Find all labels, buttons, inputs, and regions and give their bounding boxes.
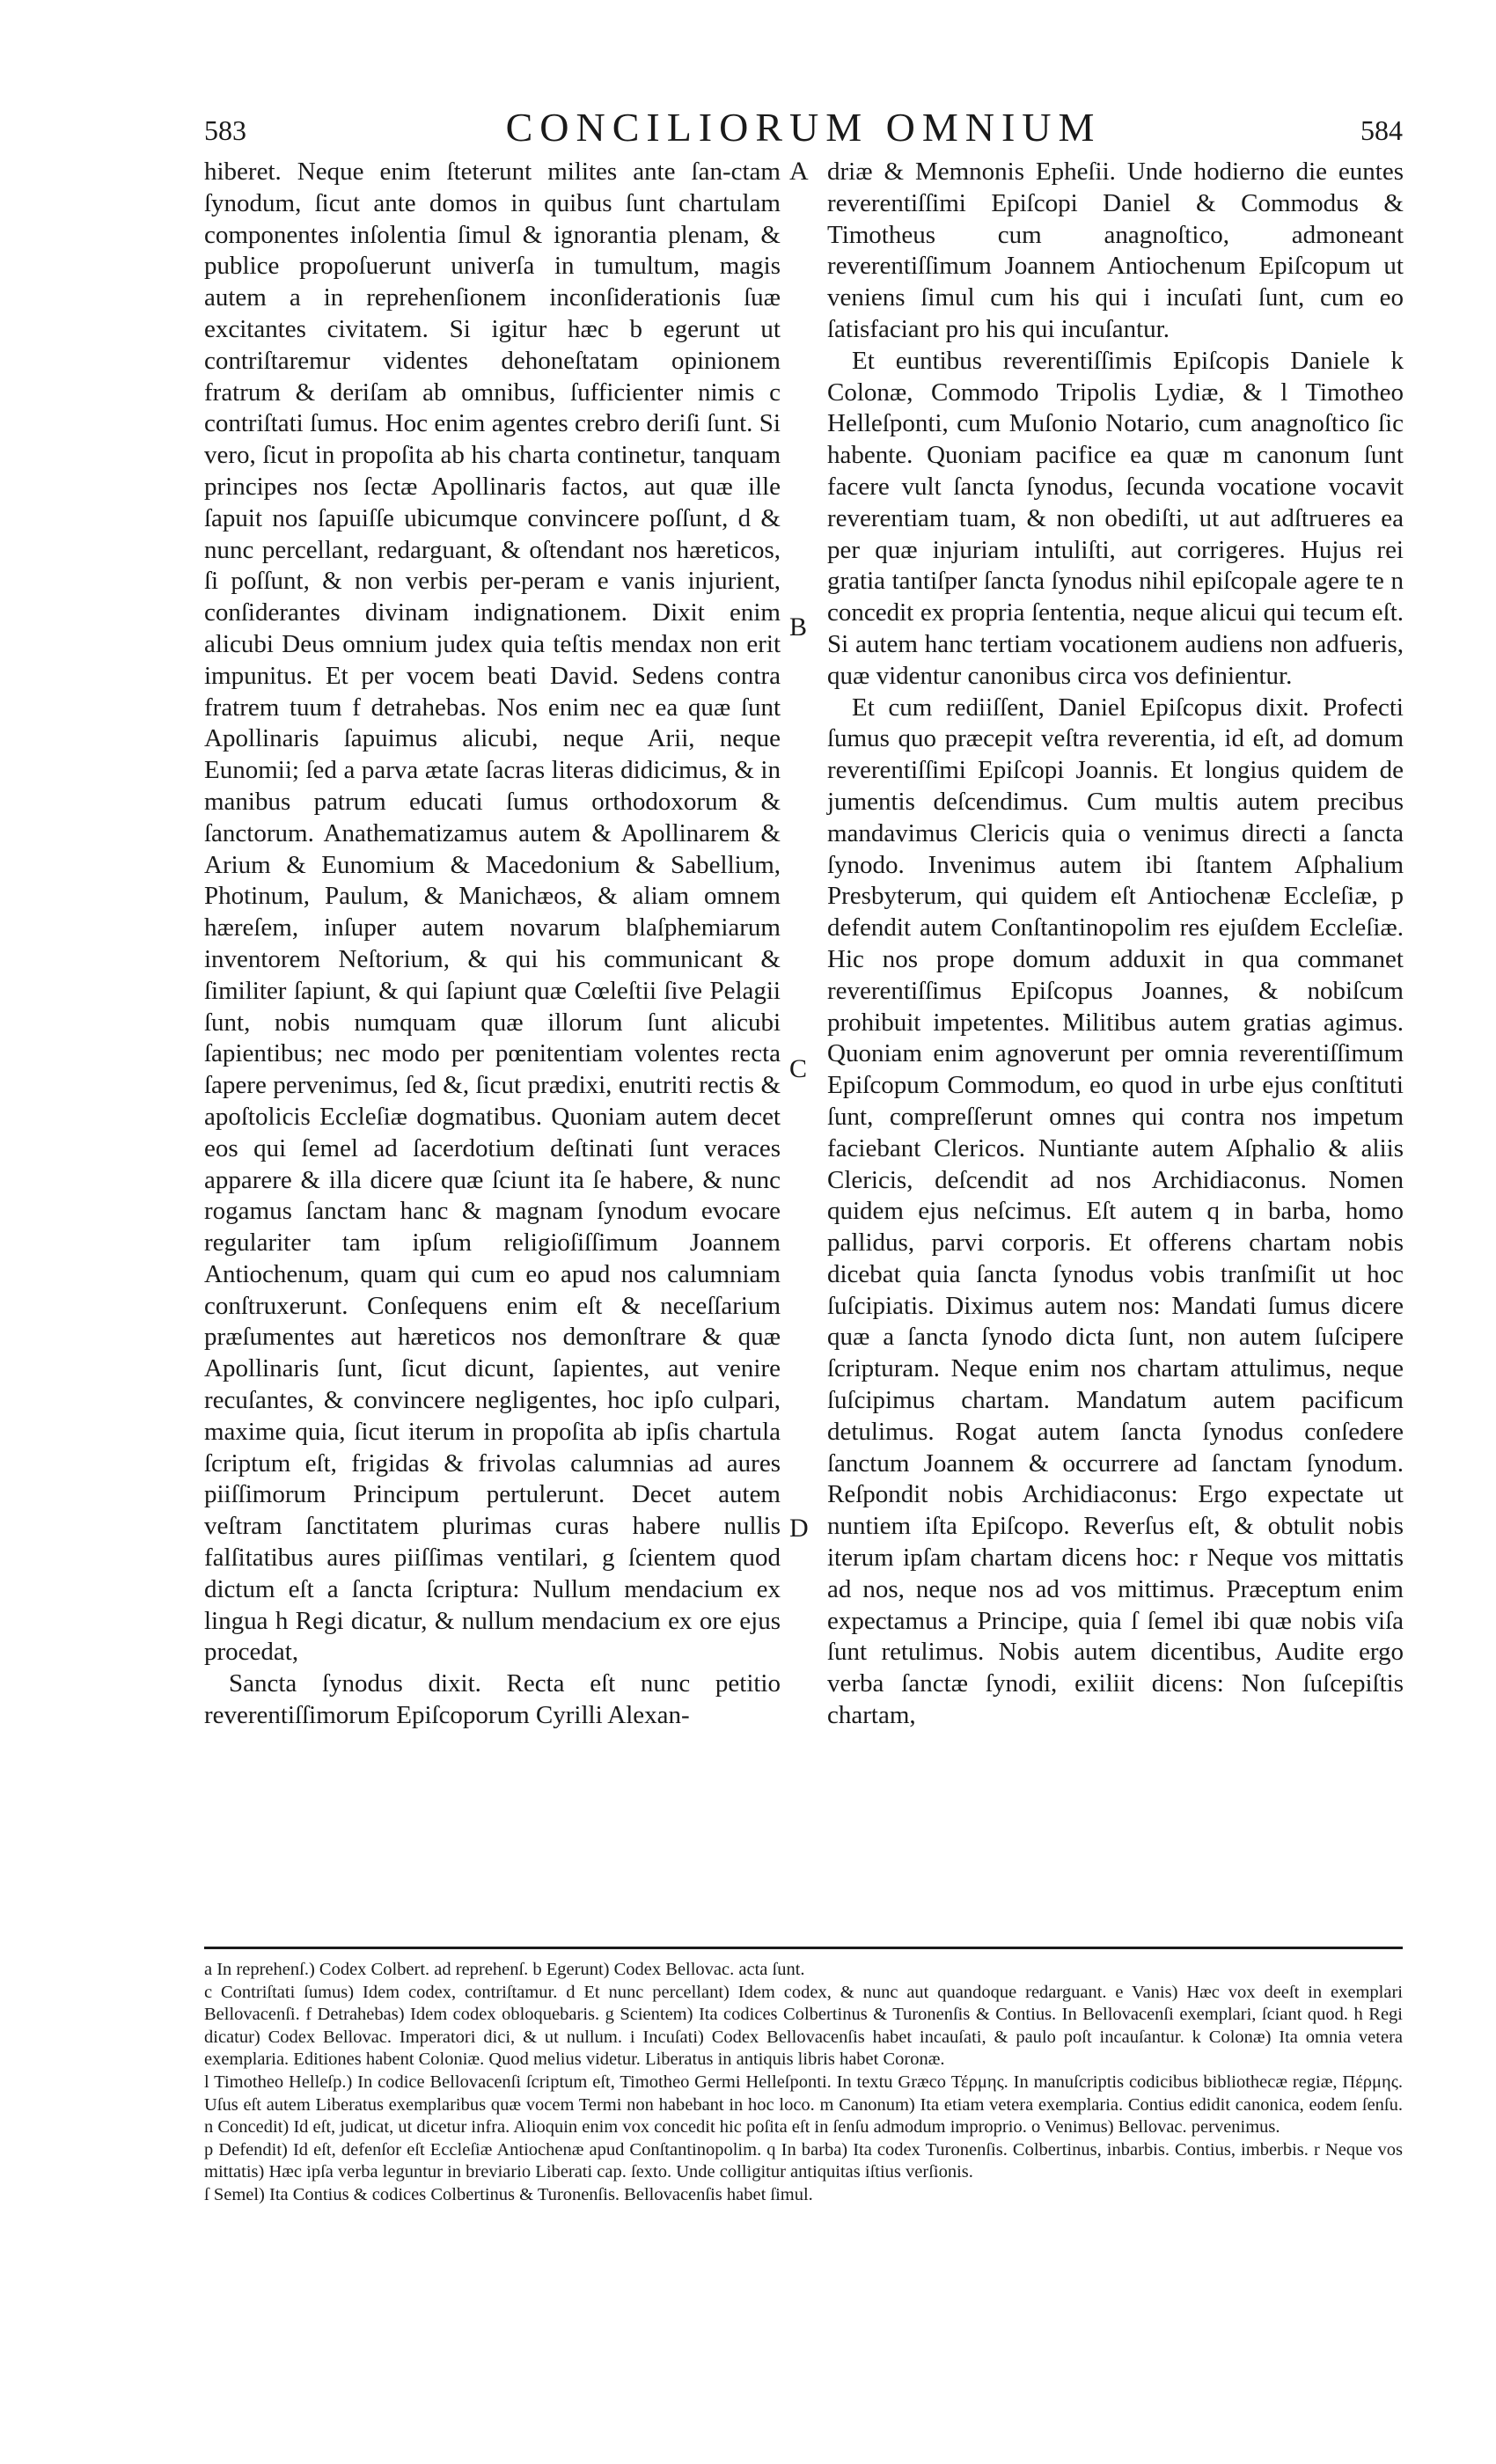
margin-marker-b: B bbox=[789, 612, 808, 642]
left-paragraph-2: Sancta ſynodus dixit. Recta eſt nunc petitio reverentiſſimorum Epiſcoporum Cyrilli Alexan- bbox=[204, 1669, 781, 1730]
left-column bbox=[204, 157, 781, 1732]
page-number-left: 583 bbox=[204, 114, 246, 146]
footnote-line: ſ Semel) Ita Contius & codices Colbertinus & Turonenſis. Bellovacenſis habet ſimul. bbox=[204, 2184, 813, 2204]
page-number-right: 584 bbox=[1360, 114, 1403, 146]
footnote-line: c Contriſtati ſumus) Idem codex, contriſtamur. d Et nunc percellant) Idem codex, & nunc aut quandoque redarguant. e Vanis) Hæc vox deeſt in exemplari Bellovacenſi. f Detrahebas) Idem codex obloquebaris. g Scientem) Ita codices Colbertinus & Turonenſis & Contius. In Bellovacenſi exemplari, ſciant quod. h Regi dicatur) Codex Bellovac. Imperatori dici, & ut nullum. i Incuſati) Codex Bellovacenſis habet incauſati, & paulo poſt incauſantur. k Colonæ) Ita omnia vetera exemplaria. Editiones habent Coloniæ. Quod melius videtur. Liberatus in antiquis libris habet Coronæ. bbox=[204, 1982, 1403, 2070]
right-paragraph-1: driæ & Memnonis Epheſii. Unde hodierno die euntes reverentiſſimi Epiſcopi Daniel & Commodus & Timotheus cum anagnoſtico, admoneant reverentiſſimum Joannem Antiochenum Epiſcopum ut veniens ſimul cum his qui i incuſati ſunt, cum eo ſatisfaciant pro his qui incuſantur. bbox=[827, 158, 1404, 343]
page-header bbox=[204, 104, 1403, 157]
footnote-line: p Defendit) Id eſt, defenſor eſt Eccleſiæ Antiochenæ apud Conſtantinopolim. q In barba) Ita codex Turonenſis. Colbertinus, inbarbis. Contius, imberbis. r Neque vos mittatis) Hæc ipſa verba leguntur in breviario Liberati cap. ſexto. Unde colligitur antiquitas iſtius verſionis. bbox=[204, 2139, 1403, 2182]
footnotes bbox=[204, 1959, 1403, 2207]
margin-marker-c: C bbox=[789, 1054, 808, 1083]
margin-marker-d: D bbox=[789, 1514, 809, 1543]
left-paragraph-1: hiberet. Neque enim ſteterunt milites ante ſan-ctam ſynodum, ſicut ante domos in quibus ſunt chartulam componentes inſolentia ſimul & ignorantia plenam, & publice propoſuerunt univerſa in tumultum, magis autem a in reprehenſionem inconſiderationis ſuæ excitantes civitatem. Si igitur hæc b egerunt ut contriſtaremur videntes dehoneſtatam opinionem fratrum & deriſam ab omnibus, ſufficienter nimis c contriſtati ſumus. Hoc enim agentes crebro deriſi ſunt. Si vero, ſicut in propoſita ab his charta continetur, tanquam principes nos ſectæ Apollinaris factos, aut quæ ille ſapuit nos ſapuiſſe ubicumque convincere poſſunt, d & nunc percellant, redarguant, & oſtendant nos hæreticos, ſi poſſunt, & non verbis per-peram e vanis injurient, conſiderantes divinam indignationem. Dixit enim alicubi Deus omnium judex quia teſtis mendax non erit impunitus. Et per vocem beati David. Sedens contra fratrem tuum f detrahebas. Nos enim nec ea quæ ſunt Apollinaris ſapuimus alicubi, neque Arii, neque Eunomii; ſed a parva ætate ſacras literas didicimus, & in manibus patrum educati ſumus orthodoxorum & ſanctorum. Anathematizamus autem & Apollinarem & Arium & Eunomium & Macedonium & Sabellium, Photinum, Paulum, & Manichæos, & aliam omnem hæreſem, inſuper autem novarum blaſphemiarum inventorem Neſtorium, & qui his communicant & ſimiliter ſapiunt, & qui ſapiunt quæ Cœleſtii ſive Pelagii ſunt, nobis numquam quæ illorum ſunt alicubi ſapientibus; nec modo per pœnitentiam volentes recta ſapere pervenimus, ſed &, ſicut prædixi, enutriti rectis & apoſtolicis Eccleſiæ dogmatibus. Quoniam autem decet eos qui ſemel ad ſacerdotium deſtinati ſunt veraces apparere & illa dicere quæ ſciunt ita ſe habere, & nunc rogamus ſanctam hanc & magnam ſynodum evocare regulariter tam ipſum religioſiſſimum Joannem Antiochenum, quam qui cum eo apud nos calumniam conſtruxerunt. Conſequens enim eſt & neceſſarium præſumentes aut hæreticos nos demonſtrare & quæ Apollinaris ſunt, ſicut dicunt, ſapientes, aut venire recuſantes, & convincere negligentes, hoc ipſo culpari, maxime quia, ſicut iterum in propoſita ab ipſis chartula ſcriptum eſt, frigidas & frivolas calumnias ad aures piiſſimorum Principum pertulerunt. Decet autem veſtram ſanctitatem plurimas curas habere nullis falſitatibus aures piiſſimas ventilari, g ſcientem quod dictum eſt a ſancta ſcriptura: Nullum mendacium ex lingua h Regi dicatur, & nullum mendacium ex ore ejus procedat, bbox=[204, 158, 781, 1667]
right-paragraph-2: Et euntibus reverentiſſimis Epiſcopis Daniele k Colonæ, Commodo Tripolis Lydiæ, & l Timotheo Helleſponti, cum Muſonio Notario, cum anagnoſtico ſic habente. Quoniam pacifice ea quæ m canonum ſunt facere vult ſancta ſynodus, ſecunda vocatione vocavit reverentiam tuam, & non obediſti, ut aut adſtrueres ea per quæ injuriam intuliſti, aut corrigeres. Hujus rei gratia tantiſper ſancta ſynodus nihil epiſcopale agere te n concedit ex propria ſententia, neque alicui qui tecum eſt. Si autem hanc tertiam vocationem audiens non adfueris, quæ videntur canonibus circa vos definientur. bbox=[827, 346, 1404, 690]
footnote-divider bbox=[204, 1947, 1403, 1949]
footnote-line: l Timotheo Helleſp.) In codice Bellovacenſi ſcriptum eſt, Timotheo Germi Helleſponti. In textu Græco Τέρμης. In manuſcriptis codicibus bibliothecæ regiæ, Πέρμης. Uſus eſt autem Liberatus exemplaribus quæ vocem Termi non habebant in hoc loco. m Canonum) Ita etiam vetera exemplaria. Contius edidit canonica, eodem ſenſu. n Concedit) Id eſt, judicat, ut dicetur infra. Alioquin enim vox concedit hic poſita eſt in ſenſu admodum improprio. o Venimus) Bellovac. pervenimus. bbox=[204, 2072, 1403, 2138]
footnote-line: a In reprehenſ.) Codex Colbert. ad reprehenſ. b Egerunt) Codex Bellovac. acta ſunt. bbox=[204, 1960, 805, 1979]
running-title: CONCILIORUM OMNIUM bbox=[505, 105, 1102, 150]
right-paragraph-3: Et cum rediiſſent, Daniel Epiſcopus dixit. Profecti ſumus quo præcepit veſtra reverentia, id eſt, ad domum reverentiſſimi Epiſcopi Joannis. Et longius quidem de jumentis deſcendimus. Cum multis autem precibus mandavimus Clericis quia o venimus directi a ſancta ſynodo. Invenimus autem ibi ſtantem Aſphalium Presbyterum, qui quidem eſt Antiochenæ Eccleſiæ, p defendit autem Conſtantinopolim res ejuſdem Eccleſiæ. Hic nos prope domum adduxit in qua commanet reverentiſſimus Epiſcopus Joannes, & nobiſcum prohibuit impetentes. Militibus autem gratias agimus. Quoniam enim agnoverunt per omnia reverentiſſimum Epiſcopum Commodum, eo quod in urbe ejus conſtituti ſunt, compreſſerunt omnes qui contra nos impetum faciebant Clericos. Nuntiante autem Aſphalio & aliis Clericis, deſcendit ad nos Archidiaconus. Nomen quidem ejus neſcimus. Eſt autem q in barba, homo pallidus, parvi corporis. Et offerens chartam nobis dicebat quia ſancta ſynodus vobis tranſmiſit ut hoc ſuſcipiatis. Diximus autem nos: Mandati ſumus dicere quæ a ſancta ſynodo dicta ſunt, non autem ſuſcipere ſcripturam. Neque enim nos chartam attulimus, neque ſuſcipimus chartam. Mandatum autem pacificum detulimus. Rogat autem ſancta ſynodus conſedere ſanctum Joannem & occurrere ad ſanctam ſynodum. Reſpondit nobis Archidiaconus: Ergo expectate ut nuntiem iſta Epiſcopo. Reverſus eſt, & obtulit nobis iterum ipſam chartam dicens hoc: r Neque vos mittatis ad nos, neque nos ad vos mittimus. Præceptum enim expectamus a Principe, quia ſ ſemel ibi quæ nobis viſa ſunt retulimus. Nobis autem dicentibus, Audite ergo verba ſanctæ ſynodi, exiliit dicens: Non ſuſcepiſtis chartam, bbox=[827, 693, 1404, 1730]
right-column bbox=[827, 157, 1404, 1732]
margin-marker-a: A bbox=[789, 157, 809, 186]
